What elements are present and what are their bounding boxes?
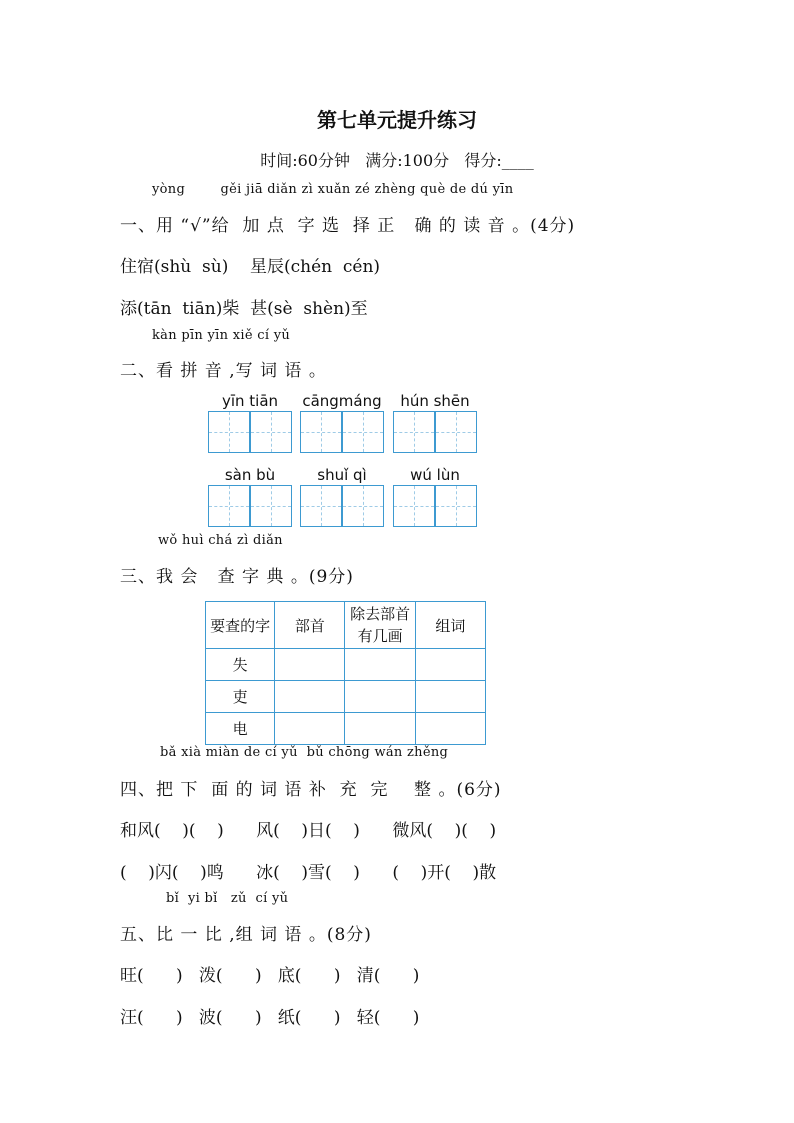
answer-cell[interactable] [415, 649, 485, 681]
q4-line-2: ( )闪( )鸣 冰( )雪( ) ( )开( )散 [120, 863, 497, 883]
answer-cell[interactable] [345, 681, 415, 713]
col-header-radical: 部首 [275, 602, 345, 649]
grid-pinyin: yīn tiān [221, 392, 279, 410]
writing-box[interactable] [342, 411, 384, 453]
q4-heading: 四、把 下 面 的 词 语 补 充 完 整 。(6分) [120, 780, 502, 800]
writing-box[interactable] [435, 411, 477, 453]
col-header-strokes: 除去部首 有几画 [345, 602, 415, 649]
q5-pinyin: bǐ yi bǐ zǔ cí yǔ [166, 891, 289, 906]
writing-box[interactable] [208, 411, 250, 453]
table-row [206, 649, 486, 681]
answer-cell[interactable] [275, 713, 345, 745]
grid-pinyin: sàn bù [224, 466, 276, 484]
q3-pinyin: wǒ huì chá zì diǎn [158, 533, 283, 548]
writing-box[interactable] [300, 485, 342, 527]
col-header-char: 要查的字 [206, 602, 275, 649]
writing-box[interactable] [208, 485, 250, 527]
char-cell: 吏 [206, 681, 275, 713]
writing-box[interactable] [393, 485, 435, 527]
q5-heading: 五、比 一 比 ,组 词 语 。(8分) [120, 925, 372, 945]
grid-pinyin: cāngmáng [302, 392, 382, 410]
answer-cell[interactable] [275, 649, 345, 681]
q4-pinyin: bǎ xià miàn de cí yǔ bǔ chōng wán zhěng [160, 745, 449, 760]
writing-box[interactable] [250, 411, 292, 453]
writing-box[interactable] [300, 411, 342, 453]
table-header-row [206, 602, 486, 649]
exam-meta: 时间:60分钟 满分:100分 得分:____ [260, 151, 534, 170]
char-cell: 电 [206, 713, 275, 745]
q1-line-2: 添(tān tiān)柴 甚(sè shèn)至 [120, 299, 368, 319]
q1-heading: 一、用 “√”给 加 点 字 选 择 正 确 的 读 音 。(4分) [120, 216, 576, 236]
grid-pinyin: wú lùn [410, 466, 460, 484]
dictionary-table [205, 601, 486, 745]
q1-line-1: 住宿(shù sù) 星辰(chén cén) [120, 257, 381, 277]
grid-pinyin: shuǐ qì [317, 466, 367, 484]
page-title: 第七单元提升练习 [317, 108, 477, 132]
q5-line-2: 汪( ) 波( ) 纸( ) 轻( ) [120, 1008, 420, 1028]
writing-box[interactable] [342, 485, 384, 527]
table-row [206, 713, 486, 745]
answer-cell[interactable] [275, 681, 345, 713]
answer-cell[interactable] [415, 713, 485, 745]
q3-heading: 三、我 会 查 字 典 。(9分) [120, 567, 354, 587]
q4-line-1: 和风( )( ) 风( )日( ) 微风( )( ) [120, 821, 497, 841]
writing-box[interactable] [393, 411, 435, 453]
col-header-word: 组词 [415, 602, 485, 649]
answer-cell[interactable] [345, 649, 415, 681]
q5-line-1: 旺( ) 泼( ) 底( ) 清( ) [120, 966, 420, 986]
table-row [206, 681, 486, 713]
writing-box[interactable] [435, 485, 477, 527]
char-cell: 失 [206, 649, 275, 681]
grid-pinyin: hún shēn [400, 392, 470, 410]
q2-heading: 二、看 拼 音 ,写 词 语 。 [120, 361, 327, 381]
answer-cell[interactable] [345, 713, 415, 745]
answer-cell[interactable] [415, 681, 485, 713]
q2-pinyin: kàn pīn yīn xiě cí yǔ [152, 328, 291, 343]
writing-box[interactable] [250, 485, 292, 527]
q1-pinyin: yòng gěi jiā diǎn zì xuǎn zé zhèng què de dú yīn [152, 182, 514, 197]
